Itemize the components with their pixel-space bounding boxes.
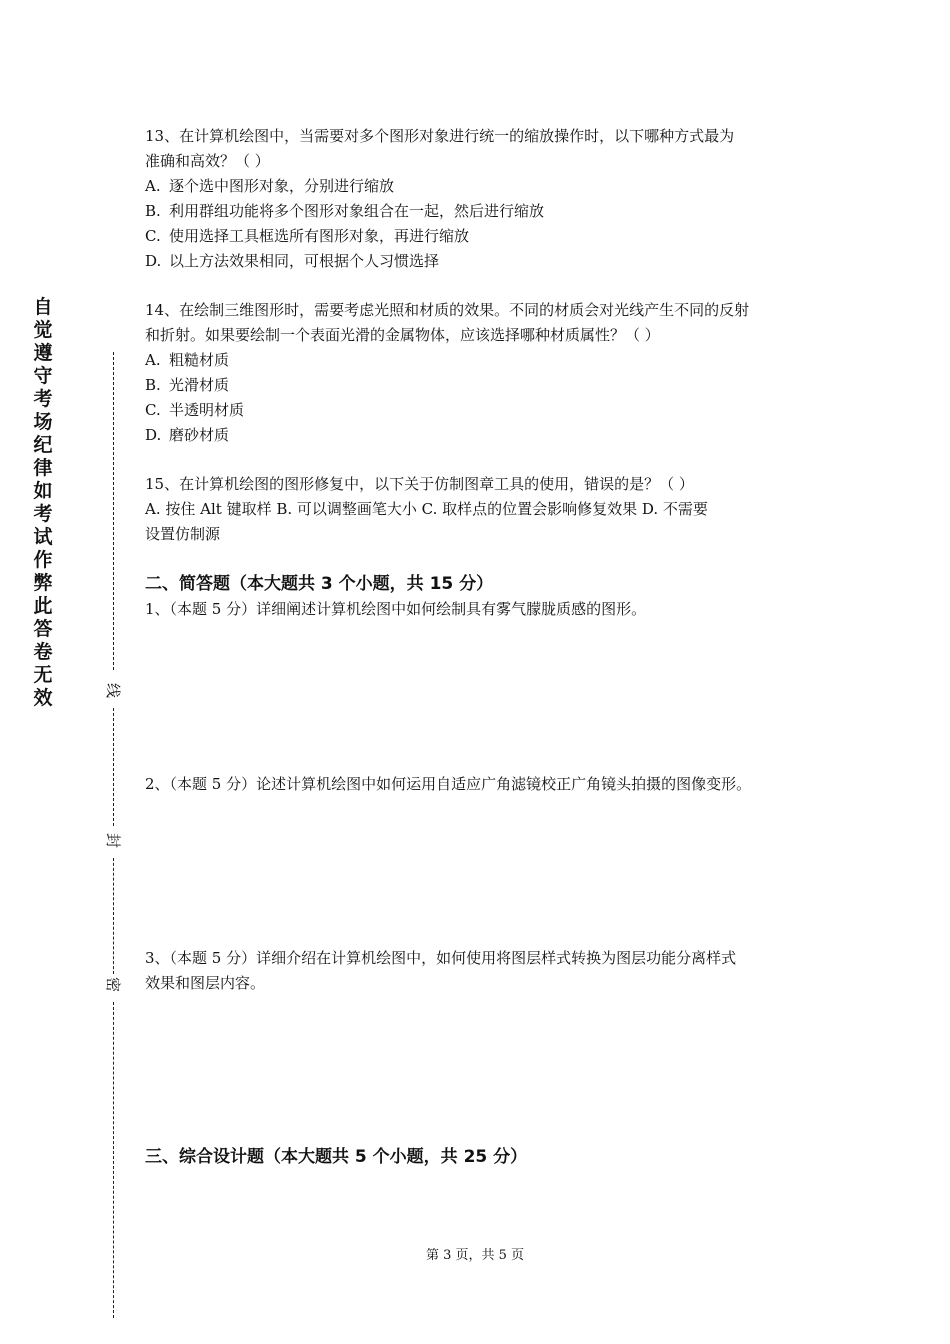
- option-text: 光滑材质: [169, 376, 230, 394]
- warning-char: 考: [33, 388, 53, 410]
- section-short-answer: [145, 571, 825, 622]
- warning-char: 答: [33, 618, 53, 640]
- option-letter: B.: [145, 202, 161, 220]
- section-design: [145, 1144, 825, 1170]
- warning-char: 守: [33, 365, 53, 387]
- warning-char: 自: [33, 296, 53, 318]
- warning-char: 遵: [33, 342, 53, 364]
- option-letter: C.: [145, 401, 161, 419]
- option-d: [145, 423, 825, 448]
- question-stem: 14、在绘制三维图形时，需要考虑光照和材质的效果。不同的材质会对光线产生不同的反射: [145, 301, 750, 319]
- option-letter: D.: [145, 426, 162, 444]
- short-answer-2: 2、（本题 5 分）论述计算机绘图中如何运用自适应广角滤镜校正广角镜头拍摄的图像变形。: [145, 775, 752, 793]
- question-stem: 准确和高效？（ ）: [145, 152, 270, 170]
- option-a: [145, 174, 825, 199]
- option-letter: D.: [145, 252, 162, 270]
- warning-char: 场: [33, 411, 53, 433]
- warning-char: 试: [33, 526, 53, 548]
- short-answer-3-block: [145, 946, 825, 996]
- section-title: 二、简答题（本大题共 3 个小题，共 15 分）: [145, 574, 494, 594]
- option-c: [145, 224, 825, 249]
- warning-char: 作: [33, 549, 53, 571]
- inline-options: A. 按住 Alt 键取样 B. 可以调整画笔大小 C. 取样点的位置会影响修复效果 D. 不需要: [145, 500, 708, 518]
- option-text: 粗糙材质: [169, 351, 230, 369]
- short-answer-1: 1、（本题 5 分）详细阐述计算机绘图中如何绘制具有雾气朦胧质感的图形。: [145, 600, 647, 618]
- question-15: [145, 472, 825, 547]
- warning-char: 觉: [33, 319, 53, 341]
- seal-dash-segment: [113, 1002, 114, 1318]
- seal-char-feng: 封: [104, 832, 123, 849]
- warning-char: 律: [33, 457, 53, 479]
- question-14: [145, 298, 825, 448]
- option-text: 磨砂材质: [169, 426, 230, 444]
- option-b: [145, 199, 825, 224]
- warning-char: 无: [33, 664, 53, 686]
- question-stem: 和折射。如果要绘制一个表面光滑的金属物体，应该选择哪种材质属性？（ ）: [145, 326, 660, 344]
- warning-char: 弊: [33, 572, 53, 594]
- seal-line: [104, 352, 124, 1320]
- question-stem: 15、在计算机绘图的图形修复中，以下关于仿制图章工具的使用，错误的是？（ ）: [145, 475, 694, 493]
- option-b: [145, 373, 825, 398]
- option-text: 以上方法效果相同，可根据个人习惯选择: [169, 252, 440, 270]
- warning-char: 纪: [33, 434, 53, 456]
- warning-char: 此: [33, 595, 53, 617]
- section-title: 三、综合设计题（本大题共 5 个小题，共 25 分）: [145, 1147, 528, 1167]
- short-answer-3: 3、（本题 5 分）详细介绍在计算机绘图中，如何使用将图层样式转换为图层功能分离样式: [145, 949, 737, 967]
- short-answer-3: 效果和图层内容。: [145, 974, 266, 992]
- warning-char: 卷: [33, 641, 53, 663]
- warning-char: 考: [33, 503, 53, 525]
- option-text: 逐个选中图形对象，分别进行缩放: [169, 177, 395, 195]
- seal-char-xian: 线: [104, 682, 123, 699]
- warning-char: 效: [33, 687, 53, 709]
- side-warning: [32, 296, 54, 710]
- option-letter: B.: [145, 376, 161, 394]
- question-13: [145, 124, 825, 274]
- option-letter: A.: [145, 177, 161, 195]
- short-answer-2-block: [145, 772, 825, 797]
- option-a: [145, 348, 825, 373]
- option-text: 利用群组功能将多个图形对象组合在一起，然后进行缩放: [169, 202, 545, 220]
- option-c: [145, 398, 825, 423]
- page-footer: 第 3 页，共 5 页: [425, 1248, 525, 1263]
- inline-options: 设置仿制源: [145, 525, 221, 543]
- seal-dash-segment: [113, 708, 114, 826]
- option-letter: C.: [145, 227, 161, 245]
- option-text: 使用选择工具框选所有图形对象，再进行缩放: [169, 227, 470, 245]
- option-letter: A.: [145, 351, 161, 369]
- warning-char: 如: [33, 480, 53, 502]
- option-d: [145, 249, 825, 274]
- option-text: 半透明材质: [169, 401, 245, 419]
- question-stem: 13、在计算机绘图中，当需要对多个图形对象进行统一的缩放操作时，以下哪种方式最为: [145, 127, 735, 145]
- seal-dash-segment: [113, 352, 114, 670]
- seal-char-mi: 密: [104, 976, 123, 993]
- seal-dash-segment: [113, 858, 114, 974]
